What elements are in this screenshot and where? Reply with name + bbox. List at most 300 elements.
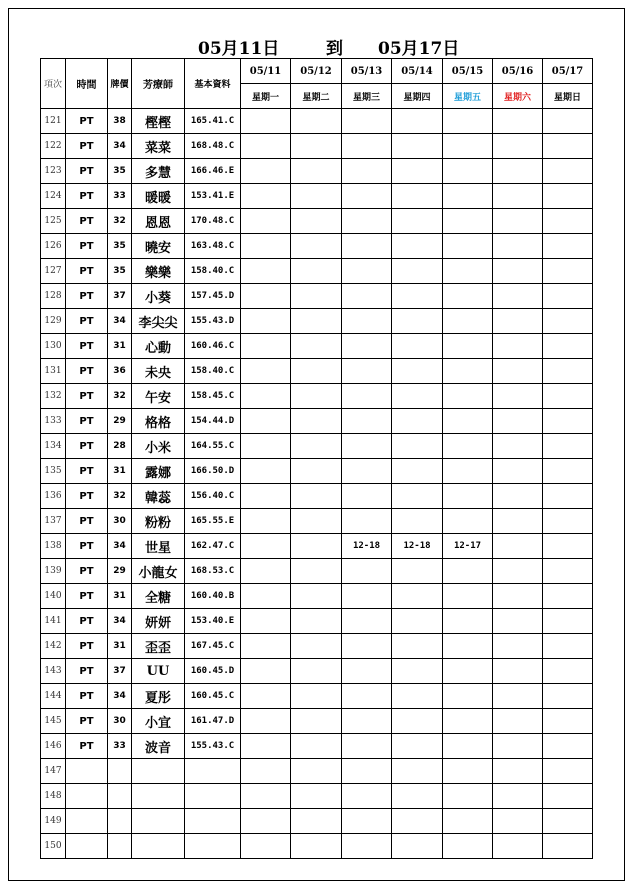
schedule-cell[interactable]: [493, 559, 543, 584]
schedule-cell[interactable]: [392, 684, 443, 709]
schedule-cell[interactable]: [241, 159, 291, 184]
row-therapist-name: 暖暖: [132, 184, 185, 209]
schedule-cell[interactable]: [493, 334, 543, 359]
table-row: [41, 784, 593, 809]
schedule-cell[interactable]: [241, 234, 291, 259]
schedule-cell[interactable]: [291, 634, 342, 659]
row-therapist-name: 菜菜: [132, 134, 185, 159]
row-therapist-name: 恩恩: [132, 209, 185, 234]
table-row: [41, 284, 593, 309]
schedule-cell[interactable]: [443, 259, 493, 284]
row-index: 136: [41, 484, 66, 509]
row-index: 142: [41, 634, 66, 659]
schedule-cell[interactable]: [443, 134, 493, 159]
schedule-cell[interactable]: [291, 684, 342, 709]
schedule-cell[interactable]: [543, 134, 593, 159]
schedule-cell[interactable]: [493, 584, 543, 609]
row-info: 153.40.E: [185, 609, 241, 634]
row-index: 122: [41, 134, 66, 159]
schedule-cell[interactable]: [342, 609, 392, 634]
schedule-cell[interactable]: [241, 259, 291, 284]
row-price: 31: [108, 584, 132, 609]
schedule-cell[interactable]: [392, 609, 443, 634]
schedule-cell[interactable]: [342, 784, 392, 809]
schedule-cell[interactable]: [443, 809, 493, 834]
schedule-cell[interactable]: [493, 184, 543, 209]
schedule-cell[interactable]: [493, 384, 543, 409]
schedule-cell[interactable]: [493, 359, 543, 384]
schedule-cell[interactable]: [241, 309, 291, 334]
row-index: 121: [41, 109, 66, 134]
row-therapist-name: 韓蕊: [132, 484, 185, 509]
schedule-cell[interactable]: [493, 109, 543, 134]
schedule-cell[interactable]: [291, 359, 342, 384]
row-therapist-name: 曉安: [132, 234, 185, 259]
schedule-cell[interactable]: [241, 709, 291, 734]
schedule-cell[interactable]: [342, 434, 392, 459]
schedule-cell[interactable]: [443, 559, 493, 584]
schedule-cell[interactable]: [443, 309, 493, 334]
row-info: 158.40.C: [185, 259, 241, 284]
schedule-cell[interactable]: [493, 809, 543, 834]
schedule-title: [0, 34, 634, 58]
schedule-cell[interactable]: [291, 759, 342, 784]
schedule-cell[interactable]: [392, 484, 443, 509]
schedule-cell[interactable]: [493, 609, 543, 634]
schedule-cell[interactable]: [392, 209, 443, 234]
schedule-cell[interactable]: [241, 784, 291, 809]
schedule-cell[interactable]: [543, 434, 593, 459]
schedule-cell[interactable]: [493, 259, 543, 284]
schedule-cell[interactable]: [342, 309, 392, 334]
schedule-cell[interactable]: [493, 284, 543, 309]
schedule-cell[interactable]: [543, 559, 593, 584]
schedule-cell[interactable]: [241, 634, 291, 659]
schedule-cell[interactable]: [443, 709, 493, 734]
schedule-cell[interactable]: [392, 134, 443, 159]
schedule-cell[interactable]: [493, 784, 543, 809]
schedule-cell[interactable]: [291, 834, 342, 859]
schedule-cell[interactable]: [493, 684, 543, 709]
row-info: 154.44.D: [185, 409, 241, 434]
row-price: 28: [108, 434, 132, 459]
schedule-cell[interactable]: [443, 684, 493, 709]
schedule-cell[interactable]: [392, 709, 443, 734]
schedule-cell[interactable]: [493, 159, 543, 184]
schedule-cell[interactable]: [493, 459, 543, 484]
day-date-4: 05/15: [443, 59, 493, 84]
schedule-cell[interactable]: [543, 784, 593, 809]
schedule-cell[interactable]: [291, 709, 342, 734]
row-index: 127: [41, 259, 66, 284]
schedule-cell[interactable]: [241, 684, 291, 709]
row-time: PT: [66, 659, 108, 684]
schedule-cell[interactable]: [543, 184, 593, 209]
schedule-cell[interactable]: [291, 209, 342, 234]
schedule-cell[interactable]: [392, 659, 443, 684]
schedule-cell[interactable]: [493, 134, 543, 159]
row-price: 29: [108, 559, 132, 584]
schedule-cell[interactable]: [241, 584, 291, 609]
schedule-cell[interactable]: [493, 409, 543, 434]
header-time: 時間: [66, 59, 108, 109]
row-price: 33: [108, 184, 132, 209]
schedule-cell[interactable]: [493, 659, 543, 684]
day-weekday-4: 星期五: [443, 84, 493, 109]
table-row: [41, 234, 593, 259]
schedule-cell[interactable]: [241, 534, 291, 559]
table-row: [41, 434, 593, 459]
schedule-cell[interactable]: [291, 659, 342, 684]
table-row: [41, 684, 593, 709]
row-info: [185, 759, 241, 784]
row-time: PT: [66, 709, 108, 734]
schedule-cell[interactable]: [342, 109, 392, 134]
schedule-cell[interactable]: [443, 459, 493, 484]
schedule-cell[interactable]: [291, 409, 342, 434]
schedule-cell[interactable]: [342, 509, 392, 534]
row-time: PT: [66, 309, 108, 334]
schedule-cell[interactable]: [392, 159, 443, 184]
schedule-cell[interactable]: [342, 559, 392, 584]
table-row: [41, 334, 593, 359]
schedule-cell[interactable]: [291, 384, 342, 409]
row-time: PT: [66, 684, 108, 709]
schedule-cell[interactable]: [443, 434, 493, 459]
schedule-cell[interactable]: [291, 509, 342, 534]
schedule-cell[interactable]: [241, 359, 291, 384]
schedule-cell[interactable]: [241, 384, 291, 409]
schedule-cell[interactable]: [241, 559, 291, 584]
row-info: 165.41.C: [185, 109, 241, 134]
schedule-cell[interactable]: [493, 834, 543, 859]
schedule-cell[interactable]: [342, 834, 392, 859]
row-therapist-name: 午安: [132, 384, 185, 409]
table-row: [41, 484, 593, 509]
row-therapist-name: 樂樂: [132, 259, 185, 284]
table-row: [41, 834, 593, 859]
row-info: 168.48.C: [185, 134, 241, 159]
schedule-cell[interactable]: [392, 434, 443, 459]
schedule-cell[interactable]: [392, 459, 443, 484]
schedule-cell[interactable]: [392, 559, 443, 584]
row-time: PT: [66, 484, 108, 509]
schedule-cell[interactable]: [392, 109, 443, 134]
schedule-cell[interactable]: [543, 484, 593, 509]
schedule-cell[interactable]: [443, 109, 493, 134]
schedule-cell[interactable]: [543, 309, 593, 334]
day-date-0: 05/11: [241, 59, 291, 84]
schedule-cell[interactable]: [241, 759, 291, 784]
row-time: PT: [66, 359, 108, 384]
table-row: [41, 534, 593, 559]
schedule-cell[interactable]: [392, 509, 443, 534]
schedule-cell[interactable]: [543, 684, 593, 709]
schedule-cell[interactable]: [291, 234, 342, 259]
row-index: 135: [41, 459, 66, 484]
schedule-cell[interactable]: [291, 284, 342, 309]
schedule-cell[interactable]: [543, 609, 593, 634]
schedule-cell[interactable]: 12-18: [392, 534, 443, 559]
schedule-cell[interactable]: [241, 834, 291, 859]
schedule-cell[interactable]: [392, 334, 443, 359]
schedule-cell[interactable]: [543, 734, 593, 759]
schedule-cell[interactable]: [241, 809, 291, 834]
schedule-cell[interactable]: [291, 734, 342, 759]
schedule-cell[interactable]: [443, 509, 493, 534]
schedule-cell[interactable]: [342, 334, 392, 359]
schedule-cell[interactable]: [493, 509, 543, 534]
schedule-cell[interactable]: [241, 209, 291, 234]
schedule-cell[interactable]: [543, 234, 593, 259]
schedule-cell[interactable]: [392, 384, 443, 409]
schedule-cell[interactable]: [543, 634, 593, 659]
schedule-cell[interactable]: [443, 584, 493, 609]
schedule-cell[interactable]: [291, 184, 342, 209]
table-row: [41, 409, 593, 434]
schedule-cell[interactable]: [291, 584, 342, 609]
row-index: 126: [41, 234, 66, 259]
schedule-cell[interactable]: [241, 484, 291, 509]
schedule-cell[interactable]: [543, 384, 593, 409]
schedule-cell[interactable]: [342, 384, 392, 409]
schedule-cell[interactable]: [543, 834, 593, 859]
schedule-cell[interactable]: [291, 309, 342, 334]
schedule-cell[interactable]: 12-17: [443, 534, 493, 559]
schedule-cell[interactable]: [543, 359, 593, 384]
schedule-cell[interactable]: [493, 759, 543, 784]
schedule-cell[interactable]: [291, 259, 342, 284]
schedule-cell[interactable]: [443, 659, 493, 684]
schedule-cell[interactable]: [291, 559, 342, 584]
row-price: 34: [108, 134, 132, 159]
schedule-cell[interactable]: [443, 184, 493, 209]
row-price: 30: [108, 709, 132, 734]
schedule-cell[interactable]: [342, 159, 392, 184]
schedule-cell[interactable]: [342, 759, 392, 784]
schedule-cell[interactable]: [241, 609, 291, 634]
table-row: [41, 809, 593, 834]
row-info: 155.43.D: [185, 309, 241, 334]
row-time: PT: [66, 159, 108, 184]
schedule-cell[interactable]: [392, 584, 443, 609]
schedule-cell[interactable]: [493, 484, 543, 509]
row-therapist-name: 小龍女: [132, 559, 185, 584]
row-info: 166.46.E: [185, 159, 241, 184]
schedule-cell[interactable]: [241, 134, 291, 159]
schedule-cell[interactable]: [543, 759, 593, 784]
schedule-cell[interactable]: [392, 284, 443, 309]
schedule-cell[interactable]: [392, 184, 443, 209]
schedule-cell[interactable]: [342, 134, 392, 159]
schedule-cell[interactable]: [392, 259, 443, 284]
row-index: 134: [41, 434, 66, 459]
schedule-cell[interactable]: [543, 659, 593, 684]
schedule-cell[interactable]: [543, 334, 593, 359]
schedule-cell[interactable]: [241, 284, 291, 309]
schedule-cell[interactable]: [241, 184, 291, 209]
schedule-cell[interactable]: [241, 334, 291, 359]
row-time: PT: [66, 459, 108, 484]
schedule-cell[interactable]: [392, 784, 443, 809]
schedule-cell[interactable]: [342, 459, 392, 484]
row-therapist-name: 世星: [132, 534, 185, 559]
row-info: 168.53.C: [185, 559, 241, 584]
schedule-cell[interactable]: [443, 384, 493, 409]
schedule-cell[interactable]: [543, 209, 593, 234]
schedule-cell[interactable]: [241, 434, 291, 459]
schedule-cell[interactable]: [493, 734, 543, 759]
schedule-cell[interactable]: [342, 484, 392, 509]
row-info: [185, 834, 241, 859]
schedule-cell[interactable]: [291, 459, 342, 484]
row-therapist-name: 小米: [132, 434, 185, 459]
schedule-cell[interactable]: [493, 309, 543, 334]
schedule-cell[interactable]: [342, 634, 392, 659]
row-time: PT: [66, 209, 108, 234]
row-index: 123: [41, 159, 66, 184]
schedule-cell[interactable]: [342, 659, 392, 684]
schedule-cell[interactable]: [342, 359, 392, 384]
schedule-cell[interactable]: [443, 634, 493, 659]
schedule-cell[interactable]: [543, 509, 593, 534]
row-price: 32: [108, 209, 132, 234]
schedule-cell[interactable]: [291, 484, 342, 509]
row-index: 133: [41, 409, 66, 434]
table-row: [41, 584, 593, 609]
row-therapist-name: [132, 809, 185, 834]
schedule-cell[interactable]: [443, 359, 493, 384]
schedule-cell[interactable]: [241, 459, 291, 484]
schedule-cell[interactable]: [443, 284, 493, 309]
row-info: 165.55.E: [185, 509, 241, 534]
schedule-cell[interactable]: [543, 284, 593, 309]
row-index: 140: [41, 584, 66, 609]
schedule-cell[interactable]: [493, 634, 543, 659]
schedule-cell[interactable]: [493, 209, 543, 234]
schedule-cell[interactable]: [342, 409, 392, 434]
title-end-date: 05月17日: [378, 39, 460, 59]
row-time: PT: [66, 184, 108, 209]
schedule-cell[interactable]: 12-18: [342, 534, 392, 559]
row-therapist-name: 多慧: [132, 159, 185, 184]
table-row: [41, 159, 593, 184]
schedule-cell[interactable]: [291, 534, 342, 559]
schedule-cell[interactable]: [291, 159, 342, 184]
schedule-cell[interactable]: [342, 684, 392, 709]
row-info: [185, 784, 241, 809]
schedule-cell[interactable]: [342, 234, 392, 259]
row-info: 158.40.C: [185, 359, 241, 384]
schedule-cell[interactable]: [443, 409, 493, 434]
schedule-cell[interactable]: [291, 109, 342, 134]
schedule-cell[interactable]: [241, 109, 291, 134]
header-index: 項次: [41, 59, 66, 109]
schedule-cell[interactable]: [392, 759, 443, 784]
schedule-cell[interactable]: [392, 634, 443, 659]
schedule-cell[interactable]: [291, 609, 342, 634]
schedule-cell[interactable]: [493, 234, 543, 259]
schedule-cell[interactable]: [443, 159, 493, 184]
row-therapist-name: 波音: [132, 734, 185, 759]
schedule-cell[interactable]: [443, 234, 493, 259]
schedule-cell[interactable]: [241, 509, 291, 534]
schedule-cell[interactable]: [241, 409, 291, 434]
schedule-cell[interactable]: [392, 309, 443, 334]
row-price: 30: [108, 509, 132, 534]
schedule-cell[interactable]: [241, 734, 291, 759]
schedule-cell[interactable]: [543, 709, 593, 734]
schedule-cell[interactable]: [443, 209, 493, 234]
schedule-cell[interactable]: [342, 709, 392, 734]
schedule-cell[interactable]: [443, 734, 493, 759]
schedule-cell[interactable]: [291, 134, 342, 159]
schedule-cell[interactable]: [543, 534, 593, 559]
schedule-cell[interactable]: [392, 809, 443, 834]
schedule-cell[interactable]: [291, 784, 342, 809]
schedule-cell[interactable]: [443, 334, 493, 359]
schedule-cell[interactable]: [342, 209, 392, 234]
row-price: 36: [108, 359, 132, 384]
schedule-cell[interactable]: [493, 709, 543, 734]
day-date-5: 05/16: [493, 59, 543, 84]
schedule-cell[interactable]: [443, 834, 493, 859]
schedule-cell[interactable]: [443, 784, 493, 809]
table-row: [41, 634, 593, 659]
schedule-cell[interactable]: [493, 534, 543, 559]
schedule-cell[interactable]: [543, 409, 593, 434]
schedule-cell[interactable]: [443, 609, 493, 634]
schedule-cell[interactable]: [543, 159, 593, 184]
schedule-cell[interactable]: [291, 809, 342, 834]
row-info: 162.47.C: [185, 534, 241, 559]
row-price: 38: [108, 109, 132, 134]
schedule-cell[interactable]: [443, 759, 493, 784]
row-price: 31: [108, 334, 132, 359]
schedule-cell[interactable]: [543, 259, 593, 284]
schedule-cell[interactable]: [342, 584, 392, 609]
schedule-cell[interactable]: [342, 809, 392, 834]
row-time: PT: [66, 409, 108, 434]
schedule-cell[interactable]: [443, 484, 493, 509]
schedule-cell[interactable]: [543, 584, 593, 609]
schedule-cell[interactable]: [342, 259, 392, 284]
row-info: 160.40.B: [185, 584, 241, 609]
row-index: 141: [41, 609, 66, 634]
schedule-cell[interactable]: [392, 834, 443, 859]
schedule-cell[interactable]: [291, 434, 342, 459]
schedule-cell[interactable]: [342, 284, 392, 309]
table-row: [41, 559, 593, 584]
row-therapist-name: 小宜: [132, 709, 185, 734]
schedule-cell[interactable]: [543, 459, 593, 484]
table-row: [41, 359, 593, 384]
row-price: 31: [108, 634, 132, 659]
schedule-cell[interactable]: [392, 734, 443, 759]
schedule-cell[interactable]: [291, 334, 342, 359]
schedule-cell[interactable]: [241, 659, 291, 684]
table-row: [41, 309, 593, 334]
schedule-cell[interactable]: [493, 434, 543, 459]
schedule-cell[interactable]: [543, 809, 593, 834]
schedule-cell[interactable]: [543, 109, 593, 134]
schedule-cell[interactable]: [392, 234, 443, 259]
schedule-cell[interactable]: [342, 184, 392, 209]
schedule-cell[interactable]: [342, 734, 392, 759]
schedule-cell[interactable]: [392, 409, 443, 434]
row-time: [66, 809, 108, 834]
schedule-cell[interactable]: [392, 359, 443, 384]
